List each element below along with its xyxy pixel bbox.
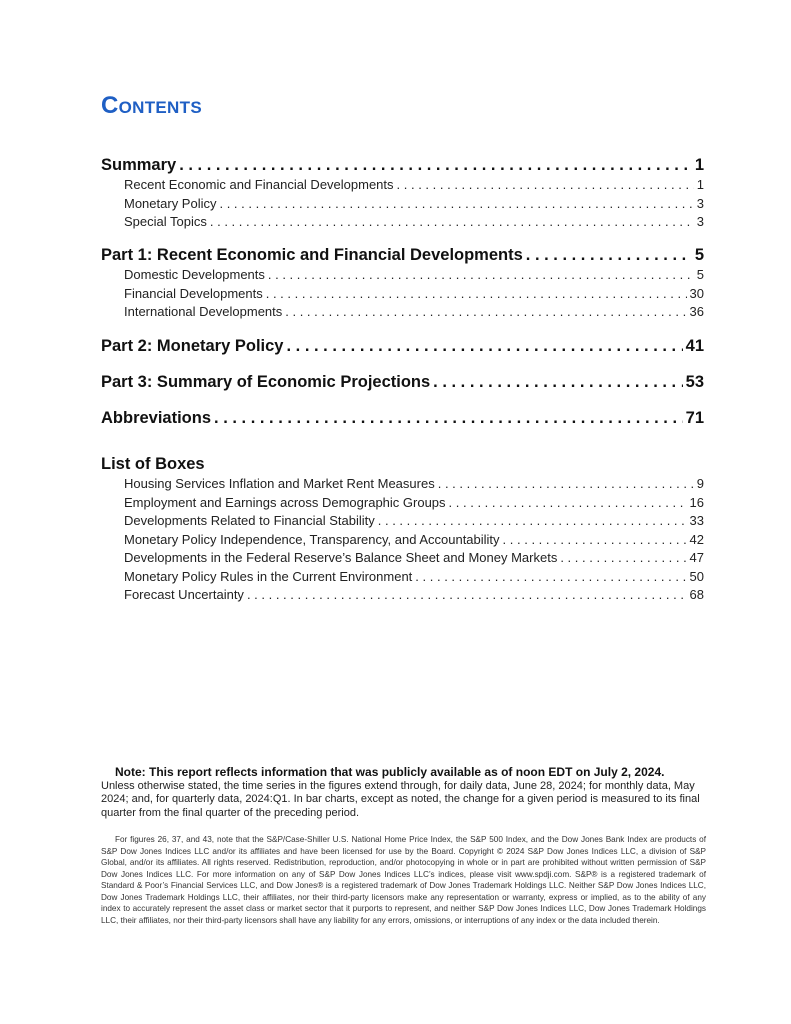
report-note	[101, 766, 706, 820]
toc-abbreviations	[101, 409, 704, 430]
dot-leader	[268, 267, 694, 282]
toc-label: Recent Economic and Financial Developments	[124, 177, 394, 192]
toc-label: Developments in the Federal Reserve’s Balance Sheet and Money Markets	[124, 550, 558, 565]
dot-leader	[247, 587, 687, 602]
toc-label: Summary	[101, 156, 177, 174]
toc-page: 41	[685, 337, 704, 355]
toc-page: 1	[694, 156, 704, 174]
dot-leader	[210, 214, 694, 229]
toc-label: Part 1: Recent Economic and Financial Developments	[101, 246, 523, 264]
box-entry[interactable]	[101, 550, 704, 569]
toc-page: 3	[696, 214, 704, 229]
toc-subentry[interactable]	[101, 304, 704, 323]
toc-page: 71	[685, 409, 704, 427]
toc-page: 42	[689, 531, 704, 547]
dot-leader	[266, 286, 687, 301]
dot-leader	[219, 196, 693, 211]
toc-page: 9	[696, 476, 704, 491]
toc-entry[interactable]	[101, 156, 704, 177]
box-entry[interactable]	[101, 587, 704, 606]
dot-leader	[433, 373, 682, 392]
toc-page: 50	[689, 568, 704, 584]
toc-part1	[101, 246, 704, 323]
dot-leader	[415, 569, 686, 584]
dot-leader	[397, 177, 694, 192]
toc-page: 5	[696, 267, 704, 282]
copyright-fine-print: For figures 26, 37, and 43, note that the S&P/Case-Shiller U.S. National Home Price Index, the S&P 500 Index, and the Dow Jones Bank Index are products of S&P Dow Jones Indices LLC and/or its affiliates and have been licensed for use by the Board. Copyright © 2024 S&P Dow Jones Indices LLC, a division of S&P Global, and/or its affiliates. All rights reserved. Redistribution, reproduction, and/or photocopying in whole or in part are prohibited without written permission of S&P Dow Jones Indices LLC. For more information on any of S&P Dow Jones Indices LLC’s indices, please visit www.spdji.com. S&P® is a registered trademark of Standard & Poor’s Financial Services LLC, and Dow Jones® is a registered trademark of Dow Jones Trademark Holdings LLC. Neither S&P Dow Jones Indices LLC, Dow Jones Trademark Holdings LLC, their affiliates, nor their third-party licensors make any representation or warranty, express or implied, as to the ability of any index to accurately represent the asset class or market sector that it purports to represent, and neither S&P Dow Jones Indices LLC, Dow Jones Trademark Holdings LLC, their affiliates, nor their third-party licensors shall have any liability for any errors, omissions, or interruptions of any index or the data included therein.	[101, 835, 706, 925]
toc-label: Domestic Developments	[124, 267, 265, 282]
toc-label: Monetary Policy Independence, Transparency, and Accountability	[124, 531, 500, 547]
box-entry[interactable]	[101, 495, 704, 514]
toc-page: 68	[689, 587, 704, 602]
toc-label: International Developments	[124, 304, 283, 319]
toc-part2	[101, 337, 704, 358]
toc-subentry[interactable]	[101, 286, 704, 305]
box-entry[interactable]	[101, 476, 704, 495]
dot-leader	[378, 513, 687, 528]
dot-leader	[503, 532, 687, 547]
toc-label: Employment and Earnings across Demographic Groups	[124, 494, 446, 510]
note-heading: Note: This report reflects information that was publicly available as of noon EDT on July 2, 2024.	[115, 765, 665, 779]
toc-summary	[101, 156, 704, 233]
toc-label: Developments Related to Financial Stability	[124, 513, 375, 528]
toc-entry[interactable]	[101, 337, 704, 358]
list-of-boxes-heading: List of Boxes	[101, 455, 205, 473]
toc-page: 33	[689, 513, 704, 528]
toc-label: Part 2: Monetary Policy	[101, 337, 284, 355]
toc-label: Special Topics	[124, 214, 207, 229]
dot-leader	[438, 476, 694, 491]
note-text: Unless otherwise stated, the time series in the figures extend through, for daily data, June 28, 2024; for monthly data, May 2024; and, for quarterly data, 2024:Q1. In bar charts, except as noted, the change for a given period is measured to its final quarter from the final quarter of the preceding period.	[101, 779, 700, 819]
box-entry[interactable]	[101, 569, 704, 588]
toc-entry[interactable]	[101, 246, 704, 267]
toc-label: Forecast Uncertainty	[124, 587, 244, 602]
toc-subentry[interactable]	[101, 267, 704, 286]
toc-part3	[101, 373, 704, 394]
dot-leader	[560, 550, 686, 565]
toc-subentry[interactable]	[101, 177, 704, 196]
page-title: Contents	[101, 92, 202, 119]
dot-leader	[449, 495, 687, 510]
toc-page: 47	[689, 550, 704, 565]
dot-leader	[286, 337, 682, 356]
dot-leader	[285, 304, 686, 319]
toc-entry[interactable]	[101, 373, 704, 394]
toc-label: Monetary Policy	[124, 195, 217, 211]
box-entry[interactable]	[101, 532, 704, 551]
list-of-boxes	[101, 455, 704, 606]
toc-label: Housing Services Inflation and Market Rent Measures	[124, 476, 435, 491]
toc-page: 36	[689, 304, 704, 319]
toc-label: Part 3: Summary of Economic Projections	[101, 373, 431, 391]
dot-leader	[526, 246, 692, 265]
toc-subentry[interactable]	[101, 214, 704, 233]
toc-label: Monetary Policy Rules in the Current Environment	[124, 568, 413, 584]
toc-page: 3	[696, 195, 704, 211]
toc-entry[interactable]	[101, 409, 704, 430]
toc-page: 5	[694, 246, 704, 264]
dot-leader	[179, 156, 692, 175]
toc-label: Financial Developments	[124, 285, 263, 301]
toc-page: 1	[696, 177, 704, 192]
toc-subentry[interactable]	[101, 196, 704, 215]
toc-label: Abbreviations	[101, 409, 212, 427]
toc-page: 30	[689, 285, 704, 301]
dot-leader	[214, 409, 683, 428]
toc-page: 53	[685, 373, 704, 391]
toc-page: 16	[689, 494, 704, 510]
box-entry[interactable]	[101, 513, 704, 532]
